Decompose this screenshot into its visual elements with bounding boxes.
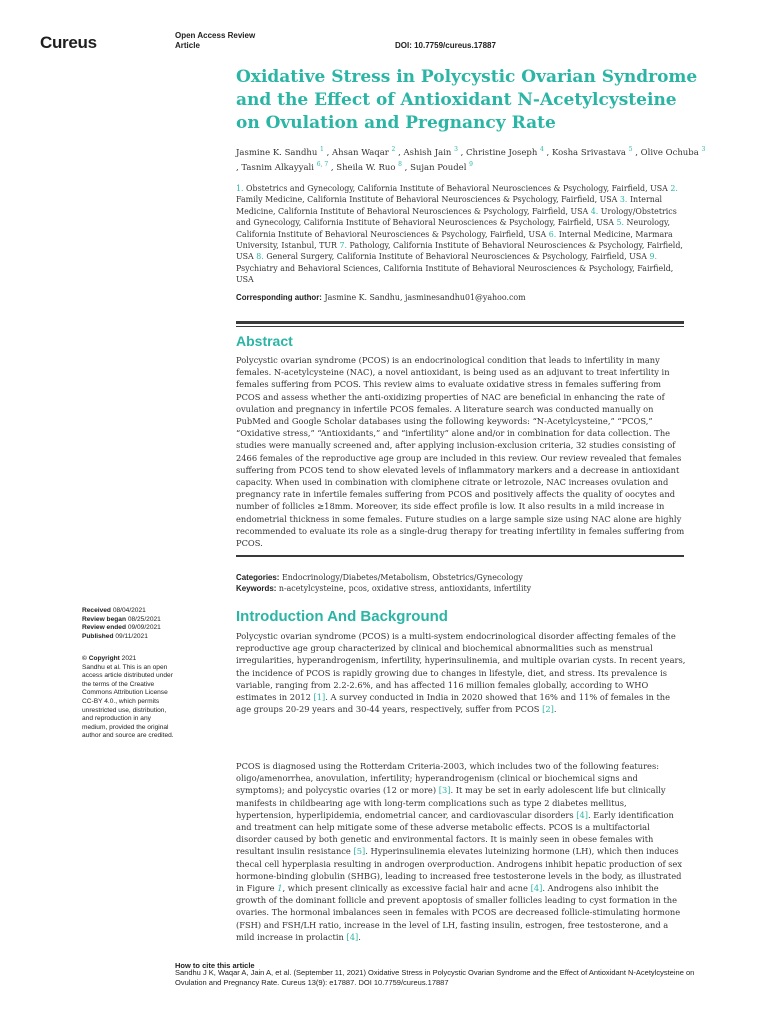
citation-heading: How to cite this article	[175, 961, 255, 970]
affiliation-text: Pathology, California Institute of Behavioral Neurosciences & Psychology, Fairfield, USA	[236, 241, 683, 262]
intro-paragraph-2	[236, 760, 686, 943]
reference-link[interactable]: [1]	[313, 692, 326, 703]
affiliation-number: 4.	[590, 206, 599, 216]
article-type-line1: Open Access Review	[175, 31, 256, 40]
corresponding-author	[236, 293, 706, 302]
author-affiliation-number: 8	[398, 161, 402, 169]
text-run: . A survey conducted in India in 2020 showed that 16% and 11% of females in the age groups 20-29 years and 30-44 years, respectively, suffer from PCOS	[236, 692, 671, 715]
affiliation-number: 3.	[619, 195, 628, 205]
text-run: .	[553, 704, 557, 715]
reference-link[interactable]: [3]	[438, 785, 451, 796]
text-run: . Hyperinsulinemia elevates luteinizing hormone (LH), which then induces thecal cell hyperplasia resulting in androgen overproduction. Androgens inhibit hepatic production of sex hormone-binding globulin (SHBG), leading to increased free testosterone levels in the body, as illustrated in Figure	[236, 846, 683, 894]
corresponding-author-value[interactable]: Jasmine K. Sandhu, jasminesandhu01@yahoo.com	[324, 293, 526, 302]
copyright-notice	[82, 655, 174, 741]
author-name: Ahsan Waqar	[331, 147, 389, 158]
affiliation-text: Psychiatry and Behavioral Sciences, California Institute of Behavioral Neurosciences & Psychology, Fairfield, USA	[236, 263, 674, 285]
affiliation-text: Family Medicine, California Institute of Behavioral Neurosciences & Psychology, Fairfield, USA	[236, 195, 618, 205]
affiliation-number: 2.	[670, 184, 678, 193]
author	[336, 163, 402, 173]
affiliation-number: 1.	[236, 184, 244, 193]
author	[466, 148, 544, 158]
affiliation-text: Urology/Obstetrics and Gynecology, California Institute of Behavioral Neurosciences & Psychology, Fairfield, USA	[236, 206, 677, 228]
author	[410, 163, 473, 173]
review-ended-date	[82, 624, 192, 633]
publication-dates	[82, 607, 192, 641]
published-label: Published	[82, 632, 114, 640]
abstract-bottom-rule	[236, 555, 684, 557]
text-run: Polycystic ovarian syndrome (PCOS) is a multi-system endocrinological disorder affecting females of the reproductive age group characterized by clinical and biochemical abnormalities such as menstrual irregularities, hyperandrogenism, infertility, hyperinsulinemia, and multiple ovarian cysts. In recent years, the incidence of PCOS is rapidly growing due to changes in lifestyle, diet, and stress. Its prevalence is variable, ranging from 2.2-2.6%, and has affected 116 million females globally, according to WHO estimates in 2012	[236, 631, 686, 703]
affiliation-text: General Surgery, California Institute of Behavioral Neurosciences & Psychology, Fairfield, USA	[266, 252, 647, 262]
author	[552, 148, 633, 158]
affiliation-number: 7.	[339, 241, 348, 251]
author-affiliation-number: 5	[628, 146, 633, 153]
reference-link[interactable]: [4]	[576, 809, 589, 820]
author-affiliation-number: 3	[454, 146, 458, 153]
affiliation-text: Internal Medicine, California Institute of Behavioral Neurosciences & Psychology, Fairfield, USA	[236, 195, 663, 216]
text-run: . Androgens also inhibit the growth of the dominant follicle and prevent apoptosis of smaller follicles leading to cyst formation in the ovaries. The hormonal imbalances seen in females with PCOS are decreased follicle-stimulating hormone (FSH) and FSH/LH ratio, increase in the level of LH, fasting insulin, estrogen, free testosterone, and a mild increase in prolactin	[236, 883, 681, 942]
keywords-value: n-acetylcysteine, pcos, oxidative stress, antioxidants, infertility	[278, 584, 532, 593]
author-affiliation-number: 9	[469, 161, 473, 169]
review-began-date	[82, 616, 192, 625]
reference-link[interactable]: [4]	[346, 931, 359, 942]
affiliation-text: Obstetrics and Gynecology, California Institute of Behavioral Neurosciences & Psychology, Fairfield, USA	[246, 184, 668, 193]
header-doi[interactable]: DOI: 10.7759/cureus.17887	[395, 41, 496, 50]
author-name: Sheila W. Ruo	[336, 163, 396, 174]
text-run: PCOS is diagnosed using the Rotterdam Criteria-2003, which includes two of the following features: oligo/amenorrhea, anovulation, infertility; hyperandrogenism (clinical or biochemical signs and symptoms); and polycystic ovaries (12 or more)	[236, 761, 660, 796]
affiliation-number: 5.	[616, 218, 625, 228]
reference-link[interactable]: [2]	[542, 704, 554, 715]
reference-link[interactable]: [4]	[530, 883, 543, 894]
article-title: Oxidative Stress in Polycystic Ovarian Syndrome and the Effect of Antioxidant N-Acetylcysteine on Ovulation and Pregnancy Rate	[236, 67, 698, 133]
citation-text: Sandhu J K, Waqar A, Jain A, et al. (September 11, 2021) Oxidative Stress in Polycystic Ovarian Syndrome and the Effect of Antioxidant N-Acetylcysteine on Ovulation and Pregnancy Rate. Cureus 13(9): e17887. DOI 10.7759/cureus.17887	[175, 968, 695, 987]
copyright-line	[82, 655, 174, 664]
author	[641, 148, 706, 158]
corresponding-author-label: Corresponding author:	[236, 293, 322, 302]
review-ended-value: 09/09/2021	[127, 624, 161, 632]
review-began-label: Review began	[82, 615, 126, 623]
author-name: Kosha Srivastava	[551, 147, 627, 158]
keywords-line	[236, 583, 706, 594]
copyright-year: 2021	[121, 655, 137, 662]
received-label: Received	[82, 607, 111, 614]
text-run: , which present clinically as excessive facial hair and acne	[282, 883, 531, 894]
intro-heading: Introduction And Background	[236, 608, 448, 625]
text-run: . It may be set in early adolescent life but clinically manifests in childbearing age with long-term complications such as type 2 diabetes mellitus, hypertension, hyperlipidemia, endometrial cancer, and cardiovascular disorders	[236, 785, 666, 820]
affiliation-number: 6.	[548, 229, 557, 239]
review-began-value: 08/25/2021	[127, 615, 161, 623]
abstract-heading: Abstract	[236, 333, 293, 349]
categories-line	[236, 572, 706, 583]
review-ended-label: Review ended	[82, 624, 126, 632]
figure-link[interactable]: 1	[277, 883, 283, 894]
categories-keywords	[236, 572, 706, 594]
reference-link[interactable]: [5]	[353, 846, 366, 857]
author-name: Christine Joseph	[466, 147, 538, 158]
author-affiliation-number: 2	[391, 146, 396, 153]
affiliation	[256, 252, 647, 261]
text-run: . Early identification and treatment can help mitigate some of these adverse metabolic effects. PCOS is a multifactorial disorder caused by both genetic and environmental factors. It is mainly seen in obese females with resultant insulin resistance	[236, 809, 674, 857]
published-date	[82, 633, 192, 642]
affiliation-text: Neurology, California Institute of Behavioral Neurosciences & Psychology, Fairfield, USA	[236, 218, 670, 239]
license-text: Sandhu et al. This is an open access article distributed under the terms of the Creative Commons Attribution License CC-BY 4.0., which permits unrestricted use, distribution, and reproduction in any medium, provided the original author and source are credited.	[82, 663, 174, 740]
categories-value: Endocrinology/Diabetes/Metabolism, Obstetrics/Gynecology	[281, 573, 523, 582]
author	[332, 148, 395, 158]
author-affiliation-number: 4	[540, 146, 544, 153]
article-type-line2: Article	[175, 41, 200, 50]
author-name: Sujan Poudel	[410, 163, 467, 174]
author-affiliation-number: 1	[320, 146, 324, 153]
author	[236, 148, 324, 158]
categories-label: Categories:	[236, 573, 280, 582]
received-value: 08/04/2021	[112, 607, 146, 614]
affiliation-number: 8.	[256, 252, 264, 262]
affiliation	[236, 184, 668, 193]
abstract-top-rule-thin	[236, 326, 684, 327]
published-value: 09/11/2021	[115, 632, 148, 640]
author-name: Tasnim Alkayyali	[241, 163, 314, 174]
affiliations	[236, 183, 684, 286]
text-run: .	[358, 931, 361, 942]
author-affiliation-number: 3	[701, 146, 706, 153]
affiliation-number: 9.	[649, 252, 657, 262]
received-date	[82, 607, 192, 616]
affiliation-text: Internal Medicine, Marmara University, Istanbul, TUR	[236, 229, 673, 251]
copyright-label: © Copyright	[82, 655, 120, 662]
author-list: Jasmine K. Sandhu $^1$ , Ahsan Waqar $^2$ , Ashish Jain $^3$ , Christine Joseph $^4$ , Kosha Srivastava $^5$ , Olive Ochuba $^3$ , Tasnim Alkayyali $^{6, 7}$ , Sheila W. Ruo $^8$ , Sujan Poudel $^9$	[236, 146, 706, 174]
intro-paragraph-1	[236, 630, 686, 715]
author-name: Ashish Jain	[403, 147, 452, 158]
keywords-label: Keywords:	[236, 584, 277, 593]
author-affiliation-number: 6, 7	[316, 161, 329, 169]
author	[403, 148, 457, 158]
abstract-text: Polycystic ovarian syndrome (PCOS) is an endocrinological condition that leads to infertility in many females. N-acetylcysteine (NAC), a novel antioxidant, is being used as an adjuvant to treat infertility in females suffering from PCOS. This review aims to evaluate oxidative stress in females suffering from PCOS and assess whether the anti-oxidizing properties of NAC are beneficial in enhancing the rate of ovulation and pregnancy in infertile PCOS females. A literature search was conducted manually on PubMed and Google Scholar databases using the following keywords: “N-Acetylcysteine,” “PCOS,” “Oxidative stress,” “Antioxidants,” and “infertility” alone and/or in combination for data collection. The studies were manually screened and, after applying inclusion-exclusion criteria, 32 studies consisting of 2466 females of the reproductive age group are included in this review. Our review revealed that females suffering from PCOS tend to show elevated levels of inflammatory markers and a decrease in antioxidant capacity. When used in combination with clomiphene citrate or letrozole, NAC increases ovulation and pregnancy rate in infertile females suffering from PCOS and positively affects the quality of oocytes and number of follicles ≥18mm. Moreover, its side effect profile is low. It also results in a mild increase in endometrial thickness in some females. Future studies on a large sample size using NAC alone are highly recommended to evaluate its role as a single-drug therapy for treating infertility in females suffering from PCOS.	[236, 355, 685, 549]
cureus-logo[interactable]: Cureus	[40, 33, 97, 52]
author	[241, 163, 328, 173]
author-name: Jasmine K. Sandhu	[236, 147, 318, 158]
author-name: Olive Ochuba	[640, 147, 699, 158]
abstract-top-rule	[236, 321, 684, 324]
article-type	[175, 31, 255, 51]
